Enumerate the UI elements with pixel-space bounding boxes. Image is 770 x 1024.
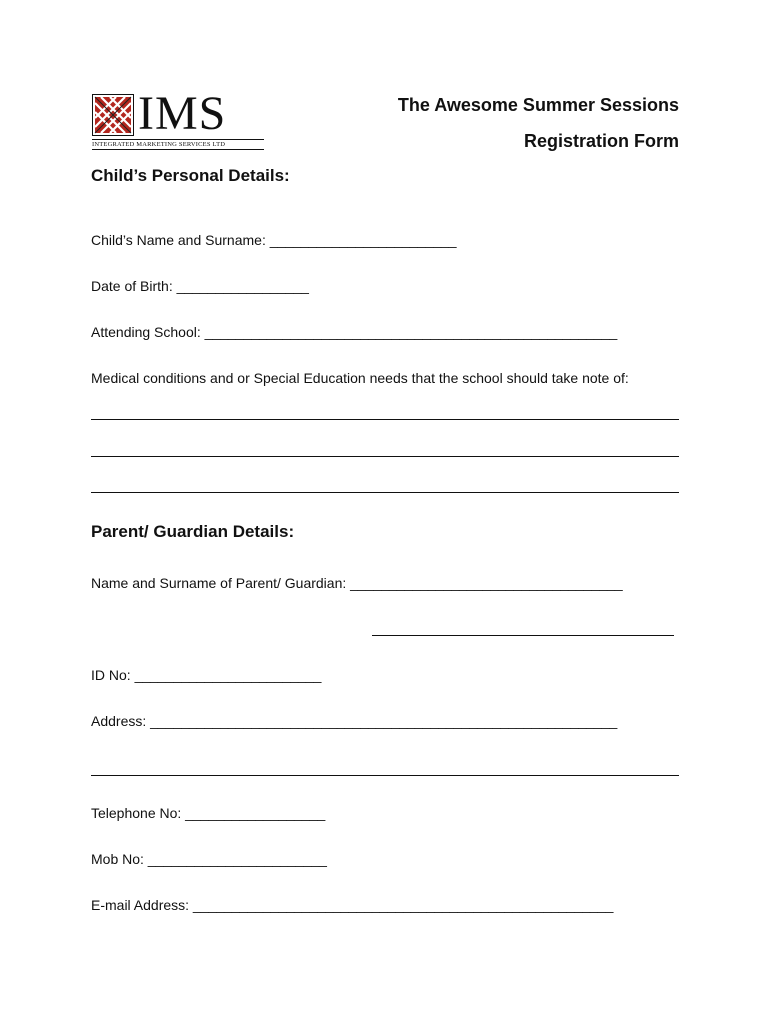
address-field[interactable]: Address: ____________________________________________________________	[91, 713, 618, 729]
id-number-field[interactable]: ID No: ________________________	[91, 667, 322, 683]
medical-conditions-label: Medical conditions and or Special Education needs that the school should take note of:	[91, 370, 629, 386]
telephone-field[interactable]: Telephone No: __________________	[91, 805, 326, 821]
medical-notes-line-2[interactable]	[91, 456, 679, 457]
logo-letters: IMS	[138, 87, 227, 140]
parent-name-second-line[interactable]	[372, 635, 674, 636]
logo-subtitle: INTEGRATED MARKETING SERVICES LTD	[92, 139, 264, 150]
medical-notes-line-3[interactable]	[91, 492, 679, 493]
form-title: The Awesome Summer Sessions	[397, 95, 679, 115]
mobile-field[interactable]: Mob No: _______________________	[91, 851, 327, 867]
address-second-line[interactable]	[91, 775, 679, 776]
medical-notes-line-1[interactable]	[91, 419, 679, 420]
parent-name-field[interactable]: Name and Surname of Parent/ Guardian: ___________________________________	[91, 575, 623, 591]
child-section-heading: Child’s Personal Details:	[91, 166, 290, 185]
ims-logo-mark-icon	[92, 94, 134, 136]
parent-section-heading: Parent/ Guardian Details:	[91, 522, 295, 541]
attending-school-field[interactable]: Attending School: _____________________________________________________	[91, 324, 618, 340]
email-field[interactable]: E-mail Address: ______________________________________________________	[91, 897, 614, 913]
date-of-birth-field[interactable]: Date of Birth: _________________	[91, 278, 309, 294]
child-name-field[interactable]: Child’s Name and Surname: ________________________	[91, 232, 457, 248]
ims-logo	[92, 87, 264, 154]
form-subtitle: Registration Form	[523, 131, 679, 151]
